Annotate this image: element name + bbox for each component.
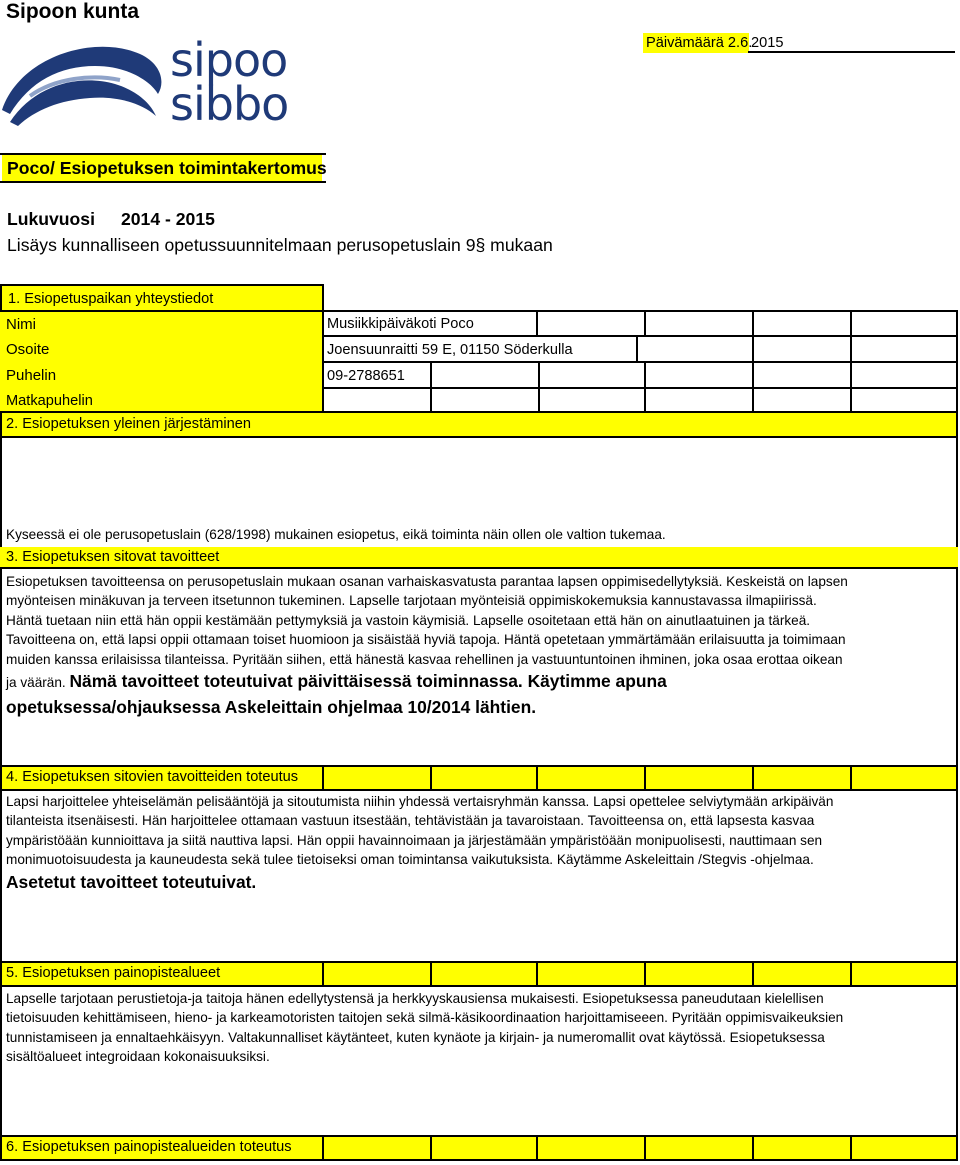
row-osoite-label-cell xyxy=(0,337,322,363)
section5-line: tunnistamiseen ja ennaltaehkäisyyn. Valtakunnalliset käytänteet, kuten kynäote ja kirjain- ja numeromallit ovat käytössä. Esiopetuksessa xyxy=(6,1029,825,1045)
section4-gridline xyxy=(644,765,646,791)
section4-gridline xyxy=(536,765,538,791)
section3-line-start: ja väärän. xyxy=(6,675,66,691)
section3-paragraph xyxy=(6,572,848,719)
row-osoite-value-cell xyxy=(322,335,638,363)
section3-body xyxy=(0,567,958,767)
section2-text: Kyseessä ei ole perusopetuslain (628/1998) mukainen esiopetus, eikä toiminta näin ollen ole valtion tukemaa. xyxy=(6,527,666,542)
row-nimi-value-cell xyxy=(322,310,538,337)
title-rule-bottom xyxy=(0,181,326,183)
section6-gridline xyxy=(752,1135,754,1161)
row-osoite-extra-cell xyxy=(752,335,852,363)
section3-mixed-line xyxy=(6,669,848,695)
row-matkapuhelin-extra-cell xyxy=(430,387,540,413)
subtitle: Lisäys kunnalliseen opetussuunnitelmaan perusopetuslain 9§ mukaan xyxy=(7,235,553,255)
section4-heading: 4. Esiopetuksen sitovien tavoitteiden toteutus xyxy=(6,769,299,785)
section3-line: muiden kanssa erilaisissa tilanteissa. Pyritään siihen, että hänestä kasvaa rehellinen ja vastuuntuntoinen ihminen, joka osaa erottaa oikean xyxy=(6,651,843,667)
row-matkapuhelin-extra-cell xyxy=(850,387,958,413)
date-underline xyxy=(748,51,955,53)
section1-heading-cell xyxy=(0,284,324,312)
section2-heading: 2. Esiopetuksen yleinen järjestäminen xyxy=(6,416,251,432)
row-osoite-extra-cell xyxy=(636,335,754,363)
section4-line: tilanteista itsenäisesti. Hän harjoittelee ottamaan vastuun itsestään, tehtävistään ja tavaroistaan. Tavoitteensa on, että lapsesta kasvaa xyxy=(6,813,815,829)
organization-name: Sipoon kunta xyxy=(6,0,139,23)
section6-heading: 6. Esiopetuksen painopistealueiden toteutus xyxy=(6,1139,292,1155)
section5-line: Lapselle tarjotaan perustietoja-ja taitoja hänen edellytystensä ja herkkyyskausiensa mukaisesti. Esiopetuksessa paneudutaan kielellisen xyxy=(6,991,824,1006)
section1-heading: 1. Esiopetuspaikan yhteystiedot xyxy=(8,291,214,307)
logo-text-sipoo: sipoo xyxy=(170,33,288,87)
row-matkapuhelin-label: Matkapuhelin xyxy=(6,393,93,409)
row-nimi-extra-cell xyxy=(536,310,646,337)
row-nimi-extra-cell xyxy=(850,310,958,337)
row-puhelin-value: 09-2788651 xyxy=(327,368,405,384)
section5-heading-cell xyxy=(0,961,958,987)
section6-gridline xyxy=(850,1135,852,1161)
row-matkapuhelin-extra-cell xyxy=(644,387,754,413)
sipoo-logo xyxy=(0,33,290,131)
section5-gridline xyxy=(850,961,852,987)
row-puhelin-label-cell xyxy=(0,363,322,389)
section4-bold-line: Asetetut tavoitteet toteutuivat. xyxy=(6,871,257,892)
section3-bold-line2: opetuksessa/ohjauksessa Askeleittain ohjelmaa 10/2014 lähtien. xyxy=(6,697,537,718)
date-year: 2015 xyxy=(751,35,784,51)
section6-gridline xyxy=(322,1135,324,1161)
section3-line: Häntä tuetaan niin että hän oppii kestämään pettymyksiä ja vastoin käymisiä. Lapselle osoitetaan että hän on ainutlaatuinen ja tärkeä. xyxy=(6,612,811,628)
section2-body xyxy=(0,436,958,549)
section3-line: Tavoitteena on, että lapsi oppii ottamaan toiset huomioon ja sisäistää hyviä tapoja. Häntä opetetaan ymmärtämään erilaisuutta ja toimimaan xyxy=(6,632,846,648)
row-puhelin-label: Puhelin xyxy=(6,367,57,384)
section5-heading: 5. Esiopetuksen painopistealueet xyxy=(6,965,221,981)
section4-body xyxy=(0,789,958,963)
section5-gridline xyxy=(430,961,432,987)
row-puhelin-extra-cell xyxy=(644,361,754,389)
section3-line: Esiopetuksen tavoitteensa on perusopetuslain mukaan osanan varhaiskasvatusta parantaa lapsen oppimisedellytyksiä. Keskeistä on lapsen xyxy=(6,574,848,589)
row-puhelin-extra-cell xyxy=(538,361,646,389)
row-osoite-value: Joensuunraitti 59 E, 01150 Söderkulla xyxy=(327,342,573,358)
section4-gridline xyxy=(752,765,754,791)
row-nimi-value: Musiikkipäiväkoti Poco xyxy=(327,316,474,332)
section5-gridline xyxy=(536,961,538,987)
section3-bold-line1: Nämä tavoitteet toteutuivat päivittäisessä toiminnassa. Käytimme apuna xyxy=(69,671,667,692)
row-matkapuhelin-value-cell xyxy=(322,387,432,413)
school-year xyxy=(7,209,215,230)
section5-paragraph xyxy=(6,989,843,1067)
section2-heading-cell xyxy=(0,411,958,438)
section4-line: Lapsi harjoittelee yhteiselämän pelisääntöjä ja sitoutumista niihin yhdessä vertaisryhmän kanssa. Lapsi opettelee selviytymään arkipäivän xyxy=(6,794,834,809)
section3-heading: 3. Esiopetuksen sitovat tavoitteet xyxy=(6,549,220,565)
row-nimi-label: Nimi xyxy=(6,316,36,333)
section6-gridline xyxy=(430,1135,432,1161)
logo-text-sibbo: sibbo xyxy=(170,77,289,131)
page-title: Poco/ Esiopetuksen toimintakertomus xyxy=(2,155,322,181)
section6-gridline xyxy=(536,1135,538,1161)
section6-gridline xyxy=(644,1135,646,1161)
section5-gridline xyxy=(752,961,754,987)
section4-gridline xyxy=(322,765,324,791)
section4-gridline xyxy=(850,765,852,791)
section6-heading-cell xyxy=(0,1135,958,1161)
section5-line: tietoisuuden kehittämiseen, hieno- ja karkeamotoristen taitojen sekä silmä-käsikoordinaation harjoittamiseeen. Pyritään oppimisvaikeuksien xyxy=(6,1010,844,1026)
section4-line: ympäristöään kunnioittava ja siitä nauttiva lapsi. Hän oppii havainnoimaan ja järjestämään ympäristöään monipuolisesti, nauttimaan sen xyxy=(6,832,823,848)
row-nimi-extra-cell xyxy=(752,310,852,337)
section5-body xyxy=(0,985,958,1137)
section4-heading-cell xyxy=(0,765,958,791)
section3-line: myönteisen minäkuvan ja terveen itsetunnon tukeminen. Lapselle tarjotaan myönteisiä oppimiskokemuksia kannustavassa ilmapiirissä. xyxy=(6,593,817,609)
section5-line: sisältöalueet integroidaan kokonaisuuksiksi. xyxy=(6,1049,270,1065)
row-osoite-extra-cell xyxy=(850,335,958,363)
section5-gridline xyxy=(644,961,646,987)
section5-gridline xyxy=(322,961,324,987)
section4-line: monimuotoisuudesta ja kauneudesta sekä tulee tietoiseksi oman toimintansa vaikutuksista. Käytämme Askeleittain /Stegvis -ohjelmaa. xyxy=(6,852,814,868)
row-puhelin-value-cell xyxy=(322,361,432,389)
swirl-icon xyxy=(0,36,170,128)
date-label: Päivämäärä 2.6. xyxy=(643,33,749,53)
school-year-value: 2014 - 2015 xyxy=(120,209,215,229)
row-matkapuhelin-extra-cell xyxy=(538,387,646,413)
school-year-label: Lukuvuosi xyxy=(7,209,95,229)
row-nimi-label-cell xyxy=(0,312,322,337)
row-matkapuhelin-label-cell xyxy=(0,389,322,413)
section4-gridline xyxy=(430,765,432,791)
section4-paragraph xyxy=(6,792,833,894)
section1-heading-empty xyxy=(322,284,958,312)
row-puhelin-extra-cell xyxy=(850,361,958,389)
row-puhelin-extra-cell xyxy=(430,361,540,389)
row-osoite-label: Osoite xyxy=(6,341,50,358)
row-puhelin-extra-cell xyxy=(752,361,852,389)
section3-heading-cell xyxy=(0,547,958,569)
row-nimi-extra-cell xyxy=(644,310,754,337)
row-matkapuhelin-extra-cell xyxy=(752,387,852,413)
